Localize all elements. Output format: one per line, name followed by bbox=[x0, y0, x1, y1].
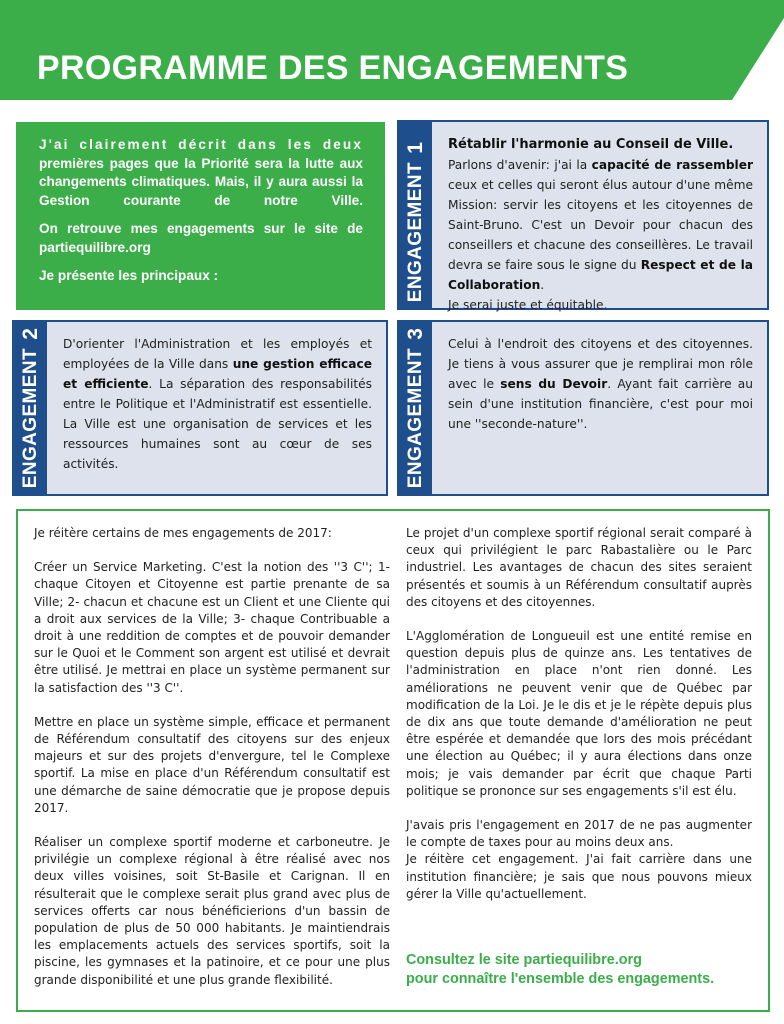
paragraph: J'avais pris l'engagement en 2017 de ne pas augmenter le compte de taxes pour au moins deux ans. bbox=[406, 818, 752, 850]
engagement-3-text-part: Celui à l'endroit des citoyens et des citoyennes. Je tiens à vous assurer que je remplirai mon rôle avec le bbox=[448, 337, 753, 391]
engagement-1-text bbox=[448, 134, 753, 315]
engagement-3-bold: sens du Devoir bbox=[500, 377, 608, 391]
engagement-2-box bbox=[12, 320, 388, 496]
engagement-3-label-group bbox=[399, 328, 432, 488]
engagement-1-bold-2: Respect et de la Collaboration bbox=[448, 258, 753, 292]
paragraph: Créer un Service Marketing. C'est la notion des ''3 C''; 1- chaque Citoyen et Citoyenne est partie prenante de sa Ville; 2- chacun et chacune est un Client et une Cliente qui a droit aux services de la Ville; 3- chaque Contribuable a droit à une reddition de comptes et de pouvoir demander sur le Quoi et le Comment son argent est utilisé et devrait être utilisé. Je mettrai en place un système permanent sur la satisfaction des ''3 C''. bbox=[34, 560, 390, 695]
page-title: PROGRAMME DES ENGAGEMENTS bbox=[37, 49, 629, 87]
header-banner bbox=[0, 0, 784, 100]
call-to-action bbox=[406, 951, 766, 988]
engagement-2-label-group bbox=[14, 328, 47, 488]
engagement-1-text-part: . bbox=[540, 278, 545, 292]
engagement-1-bold-1: capacité de rassembler bbox=[591, 158, 753, 172]
intro-paragraph-2: On retrouve mes engagements sur le site de partiequilibre.org bbox=[39, 221, 363, 255]
engagement-3-text-part: . Ayant fait carrière au sein d'une institution financière, c'est pour moi une ''seconde-nature''. bbox=[448, 377, 753, 431]
engagement-1-label-group bbox=[399, 142, 432, 302]
engagement-2-text-part: . La séparation des responsabilités entre le Politique et l'Administratif est essentielle. La Ville est une organisation de services et les ressources humaines sont au cœur de ses activités. bbox=[63, 377, 372, 471]
engagement-2-label-strip bbox=[14, 322, 47, 494]
intro-box bbox=[16, 122, 385, 310]
engagement-1-closing: Je serai juste et équitable. bbox=[448, 298, 608, 312]
engagement-1-number: 1 bbox=[404, 142, 427, 154]
engagement-2-label: ENGAGEMENT bbox=[20, 347, 41, 488]
cta-line-2: pour connaître l'ensemble des engagements. bbox=[406, 970, 715, 987]
engagement-3-label: ENGAGEMENT bbox=[405, 347, 426, 488]
engagement-1-text-part: ceux et celles qui seront élus autour d'une même Mission: servir les citoyens et les citoyennes de Saint-Bruno. C'est un Devoir pour chacun des conseillers et chacune des conseillères. Le travail devra se faire sous le signe du bbox=[448, 178, 753, 272]
intro-paragraph-3: Je présente les principaux : bbox=[39, 268, 219, 283]
engagement-2-text bbox=[63, 334, 372, 474]
paragraph: Mettre en place un système simple, efficace et permanent de Référendum consultatif des citoyens sur des enjeux majeurs et sur des projets d'envergure, tel le Complexe sportif. La mise en place d'un Référendum consultatif est une démarche de saine démocratie que je propose depuis 2017. bbox=[34, 714, 390, 815]
engagement-3-text bbox=[448, 334, 753, 434]
intro-line-rest: premières pages que la Priorité sera la lutte aux changements climatiques. Mais, il y aura aussi la Gestion courante de notre Ville. bbox=[39, 155, 363, 208]
engagement-1-box bbox=[397, 120, 769, 310]
paragraph: L'Agglomération de Longueuil est une entité remise en question depuis plus de quinze ans. Les tentatives de l'administration en place n'ont rien donné. Les améliorations ne peuvent venir que de Québec par modification de la Loi. Je le dis et je le répète depuis plus de dix ans que toute demande d'amélioration ne peut être espérée et demandée que lors des mois précédant une élection au Québec; il y aura élections dans onze mois; je vais demander par écrit que chaque Parti politique se prononce sur ses engagements s'il est élu. bbox=[406, 629, 752, 798]
paragraph: Le projet d'un complexe sportif régional serait comparé à ceux qui privilégient le parc Rabastalière ou le Parc industriel. Les avantages de chacun des sites seraient présentés et soumis à un Référendum consultatif auprès des citoyens et des citoyennes. bbox=[406, 526, 752, 609]
intro-line-1: J'ai clairement décrit dans les deux bbox=[39, 137, 363, 152]
engagement-2-number: 2 bbox=[19, 328, 42, 340]
engagement-1-label: ENGAGEMENT bbox=[405, 161, 426, 302]
engagement-3-number: 3 bbox=[404, 328, 427, 340]
engagement-1-title: Rétablir l'harmonie au Conseil de Ville. bbox=[448, 137, 734, 152]
paragraph: Réaliser un complexe sportif moderne et carboneutre. Je privilégie un complexe régional à être réalisé avec nos deux villes voisines, soit St-Basile et Carignan. Il en résulterait que le complexe serait plus grand avec plus de services offerts car nous bénéficierions d'un bassin de population de plus de 50 000 habitants. Je maintiendrais les emplacements actuels des services sportifs, soit la piscine, les gymnases et la patinoire, et ce pour une plus grande disponibilité et une plus grande flexibilité. bbox=[34, 835, 390, 987]
engagement-2-bold: une gestion efficace et efficiente bbox=[63, 357, 372, 391]
engagement-3-box bbox=[397, 320, 769, 496]
intro-paragraph-1 bbox=[39, 136, 363, 210]
left-column bbox=[34, 525, 390, 1006]
engagement-3-label-strip bbox=[399, 322, 432, 494]
right-column bbox=[406, 525, 752, 920]
engagement-1-label-strip bbox=[399, 122, 432, 308]
engagement-2-text-part: D'orienter l'Administration et les employés et employées de la Ville dans bbox=[63, 337, 372, 371]
engagements-2017-box bbox=[16, 509, 770, 1012]
paragraph: Je réitère cet engagement. J'ai fait carrière dans une institution financière; je sais que nous pouvons mieux gérer la Ville qu'actuellement. bbox=[406, 852, 752, 901]
engagement-1-text-part: Parlons d'avenir: j'ai la bbox=[448, 158, 592, 172]
paragraph: Je réitère certains de mes engagements de 2017: bbox=[34, 526, 332, 540]
cta-line-1[interactable]: Consultez le site partiequilibre.org bbox=[406, 952, 642, 968]
